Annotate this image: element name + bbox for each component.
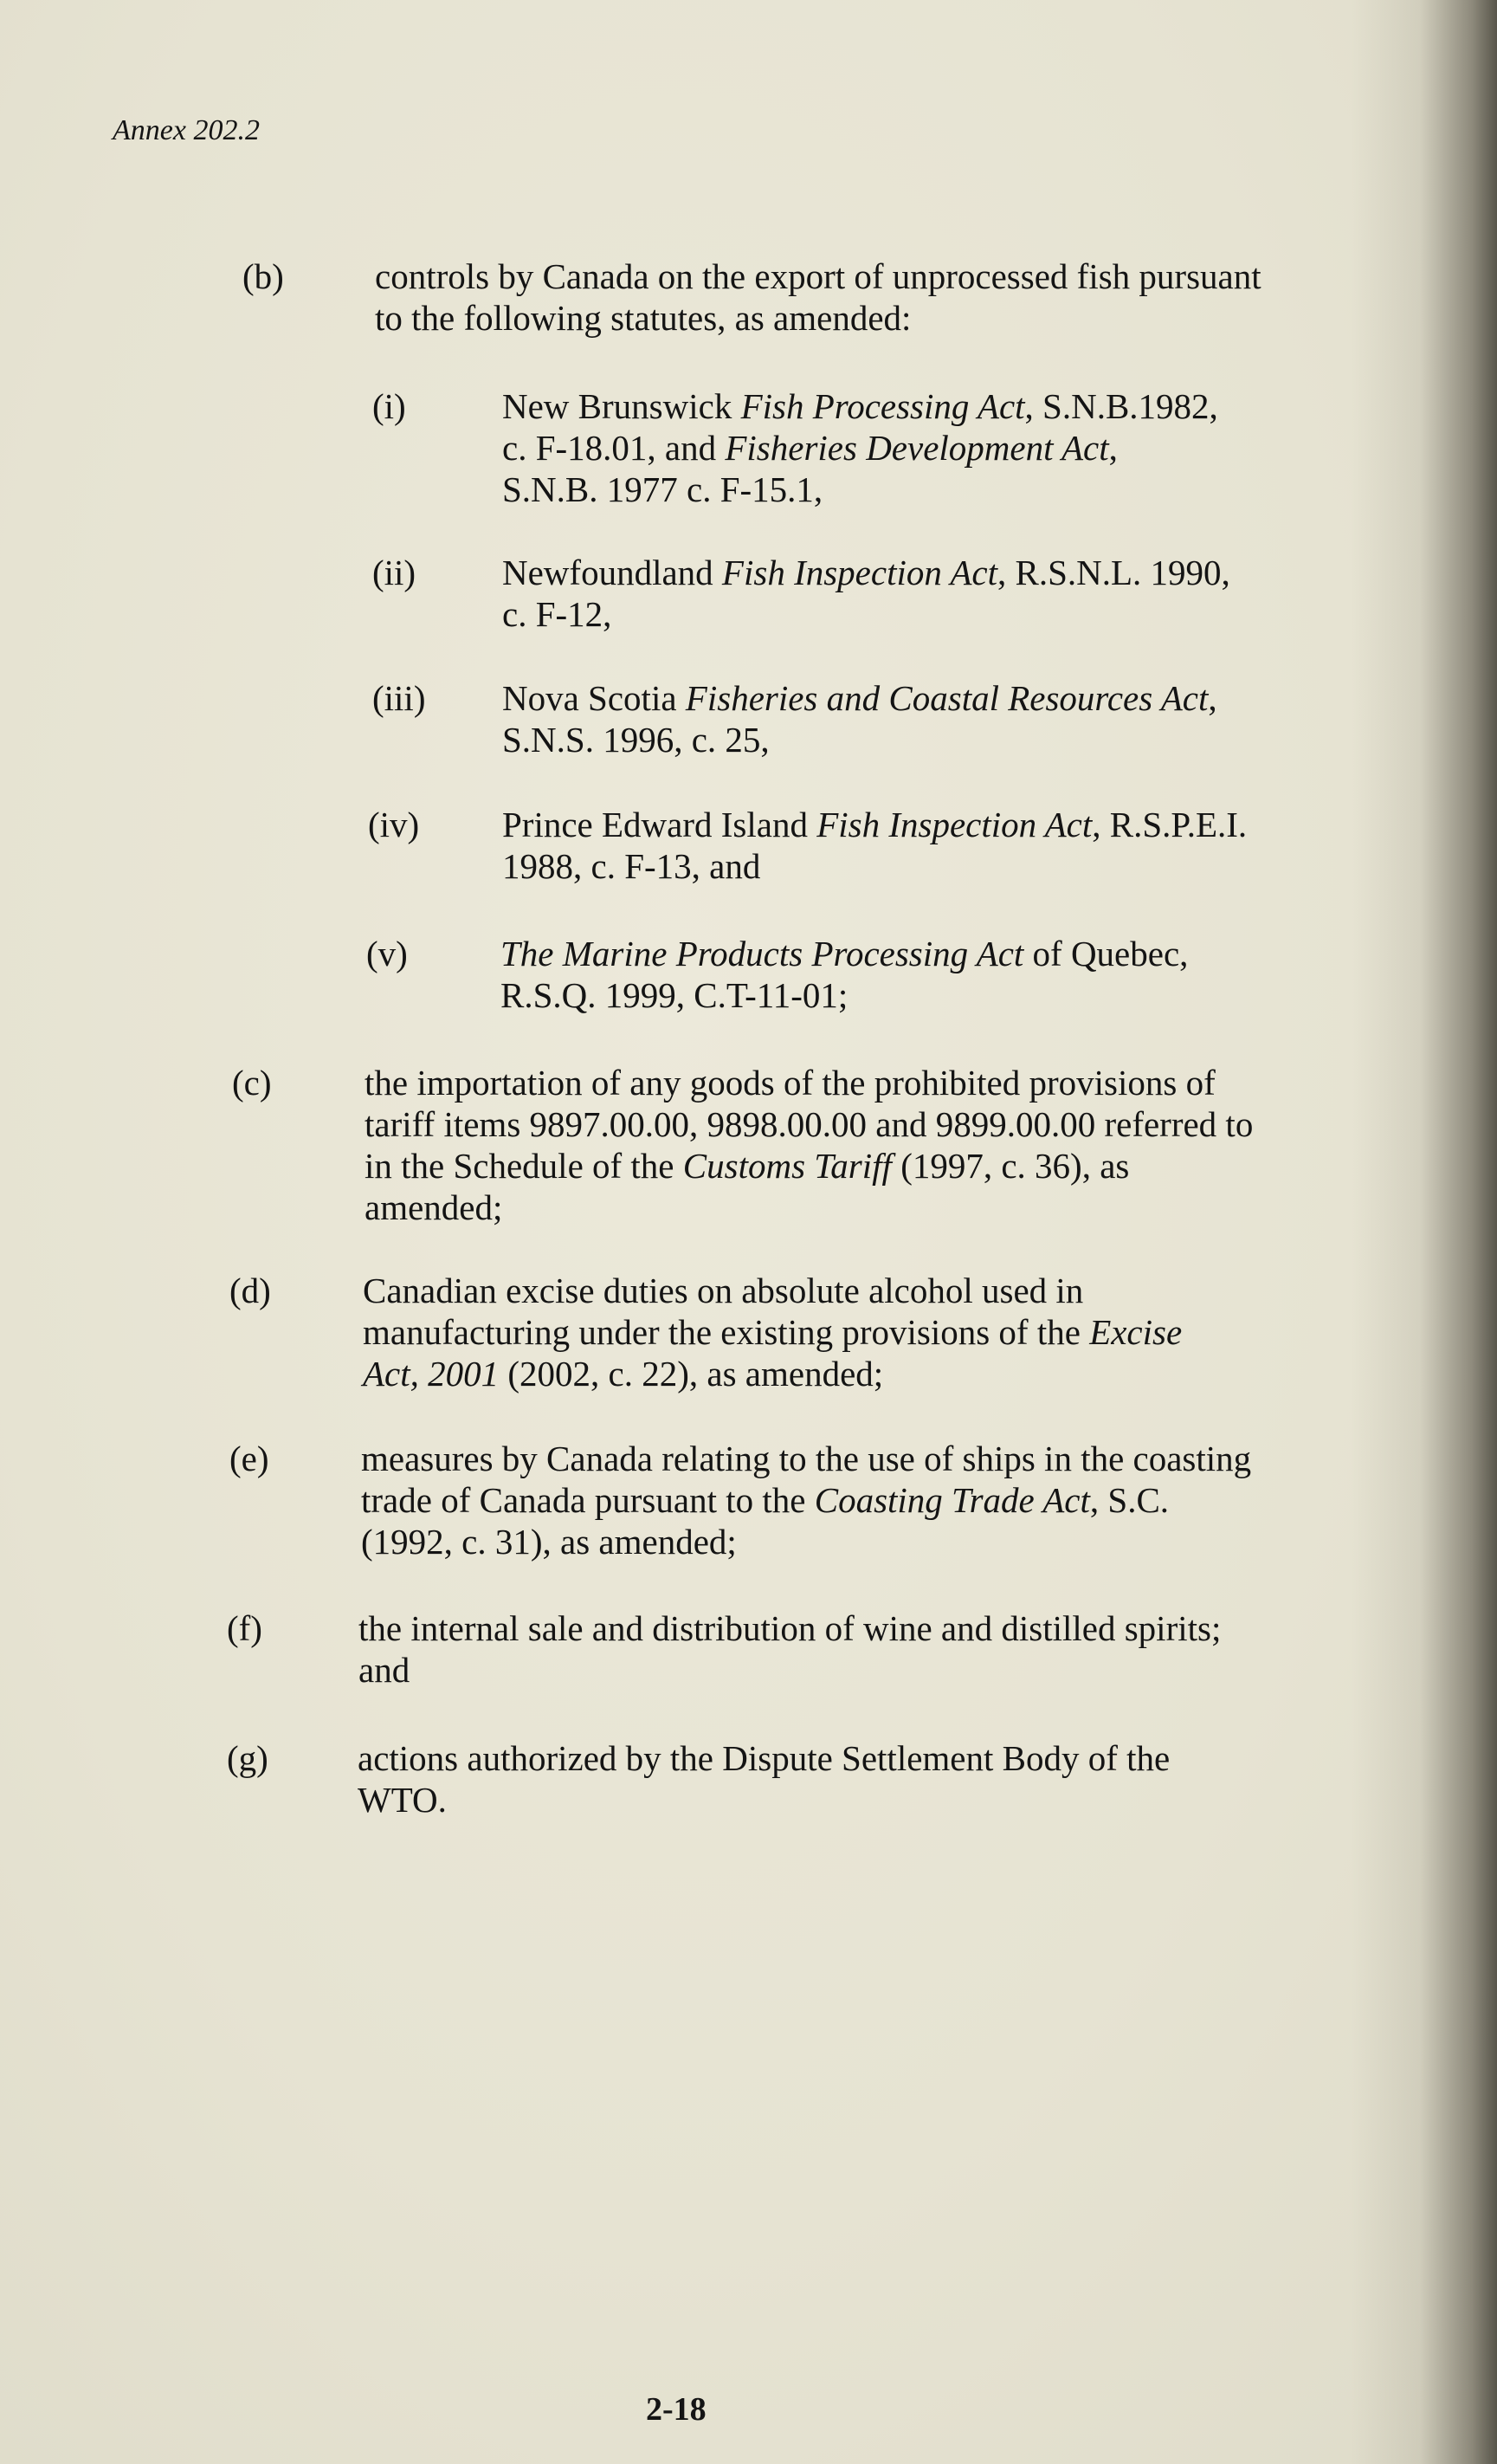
statute-title: Coasting Trade Act <box>814 1480 1090 1520</box>
item-c-line-3: in the Schedule of the Customs Tariff (1997, c. 36), as <box>365 1146 1130 1186</box>
statute-title: Fish Inspection Act <box>721 553 997 592</box>
item-f-marker: (f) <box>227 1608 262 1648</box>
item-c-text <box>365 1062 1253 1228</box>
item-b-iii-marker: (iii) <box>372 678 426 718</box>
item-c-line-1: the importation of any goods of the prohibited provisions of <box>365 1063 1216 1103</box>
item-c-marker: (c) <box>232 1063 272 1103</box>
item-b-i-line-3: S.N.B. 1977 c. F-15.1, <box>502 469 823 509</box>
item-b-v-text <box>500 933 1188 1016</box>
item-g-line-2: WTO. <box>358 1780 447 1820</box>
statute-title: Customs Tariff <box>682 1146 892 1186</box>
item-b-v-line-2: R.S.Q. 1999, C.T-11-01; <box>500 975 849 1015</box>
item-b-v-line-1: The Marine Products Processing Act of Quebec, <box>500 934 1189 973</box>
item-b-v-marker: (v) <box>366 934 408 973</box>
item-g-text <box>358 1737 1170 1821</box>
item-b-ii-line-2: c. F-12, <box>502 594 612 634</box>
item-b-ii-text <box>502 552 1230 635</box>
item-g-marker: (g) <box>227 1738 268 1778</box>
item-d-marker: (d) <box>229 1271 271 1310</box>
item-d-line-3: Act, 2001 (2002, c. 22), as amended; <box>363 1354 884 1394</box>
item-d-line-1: Canadian excise duties on absolute alcohol used in <box>363 1271 1084 1310</box>
item-e-line-2: trade of Canada pursuant to the Coasting Trade Act, S.C. <box>361 1480 1170 1520</box>
item-f-line-2: and <box>358 1650 410 1690</box>
item-b-i-line-2: c. F-18.01, and Fisheries Development Act, <box>502 428 1118 468</box>
item-b-i-text <box>502 385 1218 510</box>
statute-title: Act, 2001 <box>363 1354 500 1394</box>
item-b-iv-line-1: Prince Edward Island Fish Inspection Act, R.S.P.E.I. <box>502 805 1248 844</box>
item-b-i-line-1: New Brunswick Fish Processing Act, S.N.B.1982, <box>502 386 1218 426</box>
item-d-line-2: manufacturing under the existing provisions of the Excise <box>363 1312 1183 1352</box>
item-b-text <box>375 255 1261 339</box>
item-b-ii-marker: (ii) <box>372 553 416 592</box>
item-b-i-marker: (i) <box>372 386 406 426</box>
item-f-text <box>358 1607 1221 1691</box>
item-b-iv-text <box>502 804 1247 887</box>
item-c-line-4: amended; <box>365 1187 503 1227</box>
item-g-line-1: actions authorized by the Dispute Settlement Body of the <box>358 1738 1171 1778</box>
item-b-iii-text <box>502 677 1217 760</box>
item-b-marker: (b) <box>242 256 284 296</box>
item-b-line-2: to the following statutes, as amended: <box>375 298 912 338</box>
statute-title: Excise <box>1089 1312 1183 1352</box>
item-e-line-1: measures by Canada relating to the use of ships in the coasting <box>361 1439 1252 1478</box>
page-number: 2-18 <box>646 2391 707 2428</box>
statute-title: Fisheries and Coastal Resources Act <box>685 678 1209 718</box>
statute-title: The Marine Products Processing Act <box>500 934 1024 973</box>
item-e-marker: (e) <box>229 1439 269 1478</box>
item-b-iv-marker: (iv) <box>368 805 420 844</box>
item-d-text <box>363 1270 1182 1394</box>
item-c-line-2: tariff items 9897.00.00, 9898.00.00 and 9899.00.00 referred to <box>365 1104 1254 1144</box>
item-e-line-3: (1992, c. 31), as amended; <box>361 1522 737 1562</box>
running-head: Annex 202.2 <box>113 114 260 146</box>
item-e-text <box>361 1438 1251 1562</box>
statute-title: Fisheries Development Act <box>725 428 1109 468</box>
item-b-ii-line-1: Newfoundland Fish Inspection Act, R.S.N.L. 1990, <box>502 553 1230 592</box>
statute-title: Fish Processing Act <box>740 386 1025 426</box>
item-b-line-1: controls by Canada on the export of unprocessed fish pursuant <box>375 256 1261 296</box>
item-b-iv-line-2: 1988, c. F-13, and <box>502 846 761 886</box>
item-b-iii-line-1: Nova Scotia Fisheries and Coastal Resources Act, <box>502 678 1217 718</box>
item-b-iii-line-2: S.N.S. 1996, c. 25, <box>502 720 770 760</box>
statute-title: Fish Inspection Act <box>816 805 1093 844</box>
item-f-line-1: the internal sale and distribution of wine and distilled spirits; <box>358 1608 1222 1648</box>
